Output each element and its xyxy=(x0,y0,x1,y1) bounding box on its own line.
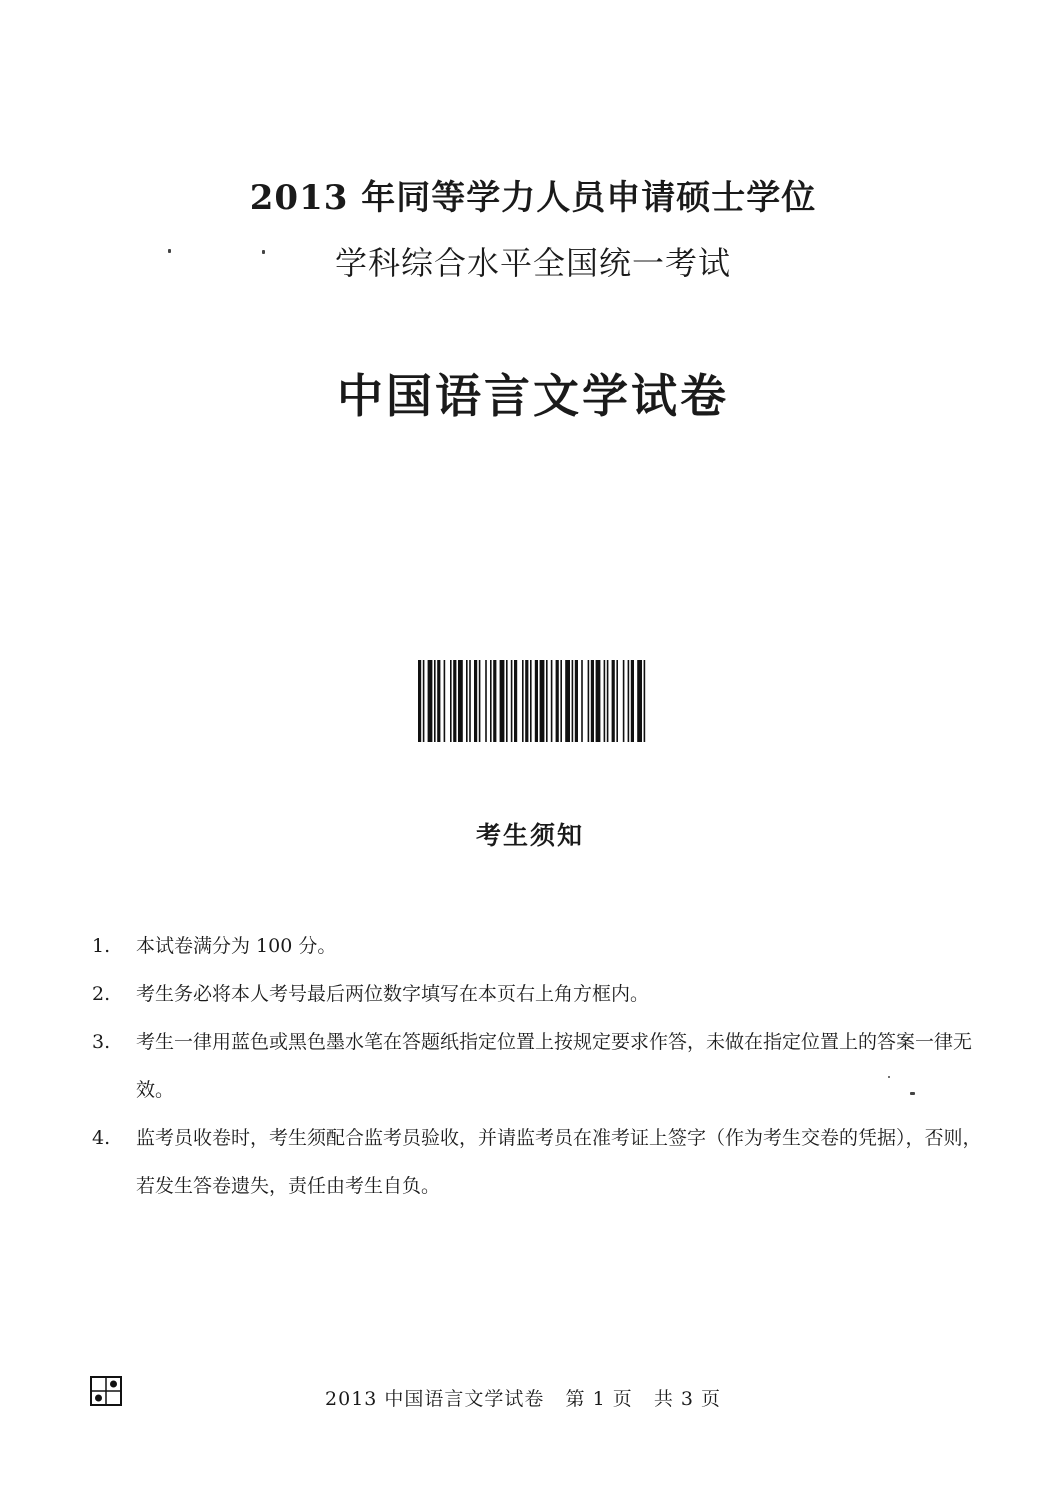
barcode-bar xyxy=(560,660,562,742)
barcode-bar xyxy=(444,660,446,742)
barcode-bar xyxy=(591,660,594,742)
barcode-bar xyxy=(511,660,513,742)
notice-item xyxy=(92,1114,982,1210)
notice-heading: 考生须知 xyxy=(475,821,584,850)
barcode-bar xyxy=(616,660,618,742)
page-footer: 2013 中国语言文学试卷 第 1 页 共 3 页 xyxy=(325,1388,721,1410)
barcode-bar xyxy=(418,660,421,742)
notice-item-number: 3. xyxy=(92,1031,111,1053)
barcode-bar xyxy=(530,660,532,742)
notice-item xyxy=(92,970,982,1018)
barcode-bar xyxy=(458,660,463,742)
barcode-bar xyxy=(479,660,481,742)
barcode-bar xyxy=(581,660,583,742)
barcode-bar xyxy=(628,660,630,742)
notice-item-text: 考生务必将本人考号最后两位数字填写在本页右上角方框内。 xyxy=(136,983,650,1005)
barcode-bar xyxy=(596,660,601,742)
barcode-bar xyxy=(637,660,642,742)
barcode-bar xyxy=(453,660,456,742)
notice-item-text: 本试卷满分为 100 分。 xyxy=(136,935,337,957)
barcode-bar xyxy=(428,660,433,742)
barcode-bar xyxy=(500,660,505,742)
barcode-bar xyxy=(631,660,634,742)
barcode-bar xyxy=(607,660,609,742)
barcode-bar xyxy=(575,660,578,742)
barcode-bar xyxy=(588,660,590,742)
notice-item-text: 监考员收卷时，考生须配合监考员验收，并请监考员在准考证上签字（作为考生交卷的凭据），否则，若发生答卷遗失，责任由考生自负。 xyxy=(136,1127,982,1197)
barcode-bar xyxy=(525,660,528,742)
exam-title: 中国语言文学试卷 xyxy=(337,369,729,423)
barcode-bar xyxy=(434,660,436,742)
barcode-bar xyxy=(474,660,477,742)
notice-list xyxy=(92,922,982,1210)
barcode-bar xyxy=(572,660,574,742)
exam-header-line-1: 2013 年同等学力人员申请硕士学位 xyxy=(249,178,817,218)
barcode-bar xyxy=(644,660,646,742)
barcode-bar xyxy=(522,660,524,742)
notice-item-text: 考生一律用蓝色或黑色墨水笔在答题纸指定位置上按规定要求作答，未做在指定位置上的答案一律无效。 xyxy=(136,1031,973,1101)
barcode-bar xyxy=(466,660,468,742)
barcode-bar xyxy=(556,660,559,742)
notice-item xyxy=(92,1018,982,1114)
barcode-bar xyxy=(514,660,517,742)
barcode-bar xyxy=(437,660,440,742)
notice-item-number: 1. xyxy=(92,935,111,957)
barcode-bar xyxy=(540,660,545,742)
barcode-bar xyxy=(612,660,615,742)
barcode-bar xyxy=(623,660,625,742)
barcode-bar xyxy=(469,660,471,742)
barcode-bar xyxy=(485,660,487,742)
barcode-bar xyxy=(506,660,508,742)
exam-header-line-2: 学科综合水平全国统一考试 xyxy=(334,244,731,282)
barcode xyxy=(418,660,646,742)
barcode-bar xyxy=(490,660,492,742)
barcode-bar xyxy=(450,660,452,742)
notice-item-number: 4. xyxy=(92,1127,111,1149)
barcode-bar xyxy=(604,660,606,742)
barcode-bar xyxy=(565,660,570,742)
barcode-bar xyxy=(423,660,425,742)
barcode-bar xyxy=(535,660,538,742)
barcode-bar xyxy=(493,660,496,742)
barcode-bar xyxy=(551,660,553,742)
barcode-bar xyxy=(546,660,548,742)
notice-item xyxy=(92,922,982,970)
notice-item-number: 2. xyxy=(92,983,111,1005)
